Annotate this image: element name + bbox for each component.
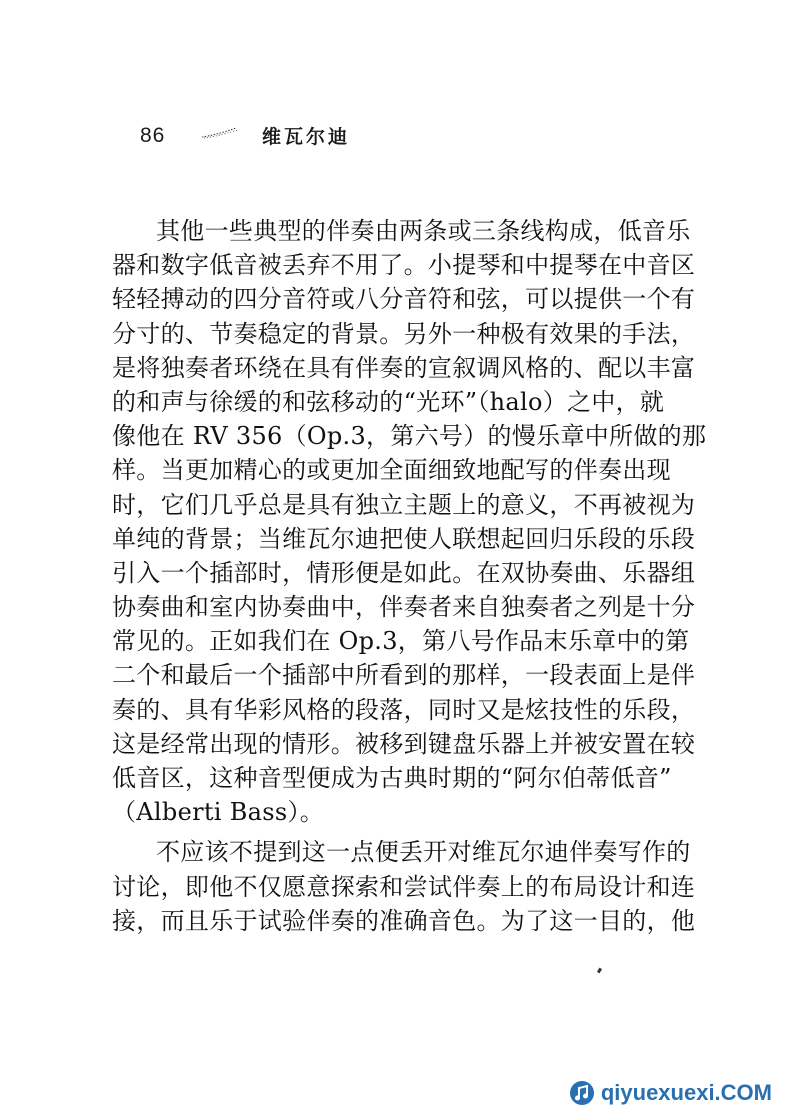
text-line: 器和数字低音被丢弃不用了。小提琴和中提琴在中音区 [112,251,696,280]
text-line: 协奏曲和室内协奏曲中，伴奏者来自独奏者之列是十分 [112,593,696,622]
text-line: 轻轻搏动的四分音符或八分音符和弦，可以提供一个有 [112,285,696,314]
text-line: 分寸的、节奏稳定的背景。另外一种极有效果的手法， [112,319,696,348]
body-text [112,214,707,938]
paragraph-1 [112,214,707,829]
text-line: 奏的、具有华彩风格的段落，同时又是炫技性的乐段， [112,695,696,724]
text-line: 低音区，这种音型便成为古典时期的“阿尔伯蒂低音” [112,764,672,792]
text-line: 单纯的背景；当维瓦尔迪把使人联想起回归乐段的乐段 [112,524,696,553]
text-line: （Alberti Bass）。 [112,798,325,827]
text-line: 常见的。正如我们在 Op.3，第八号作品末乐章中的第 [112,627,690,656]
watermark-text: qiyuexuexi.COM [600,1080,772,1105]
text-line: 接，而且乐于试验伴奏的准确音色。为了这一目的，他 [112,906,696,935]
text-line: 的和声与徐缓的和弦移动的“光环”（halo）之中，就 [112,387,665,416]
text-line: 是将独奏者环绕在具有伴奏的宣叙调风格的、配以丰富 [112,353,696,382]
text-line: 其他一些典型的伴奏由两条或三条线构成，低音乐 [156,217,691,245]
text-line: 不应该不提到这一点便丢开对维瓦尔迪伴奏写作的 [156,838,691,867]
ornament-flourish-icon [200,126,240,140]
page-number: 86 [140,124,166,147]
text-line: 二个和最后一个插部中所看到的那样，一段表面上是伴 [112,661,696,690]
watermark [569,1080,772,1106]
text-line: 样。当更加精心的或更加全面细致地配写的伴奏出现 [112,456,671,485]
text-line: 这是经常出现的情形。被移到键盘乐器上并被安置在较 [112,729,696,758]
text-line: 时，它们几乎总是具有独立主题上的意义，不再被视为 [112,490,696,519]
running-title: 维瓦尔迪 [262,126,351,148]
scan-speck [597,968,602,974]
text-line: 引入一个插部时，情形便是如此。在双协奏曲、乐器组 [112,558,696,587]
text-line: 讨论，即他不仅愿意探索和尝试伴奏上的布局设计和连 [112,872,696,901]
paragraph-2 [112,835,696,938]
text-line: 像他在 RV 356（Op.3，第六号）的慢乐章中所做的那 [112,422,707,451]
music-note-logo-icon [569,1080,595,1106]
